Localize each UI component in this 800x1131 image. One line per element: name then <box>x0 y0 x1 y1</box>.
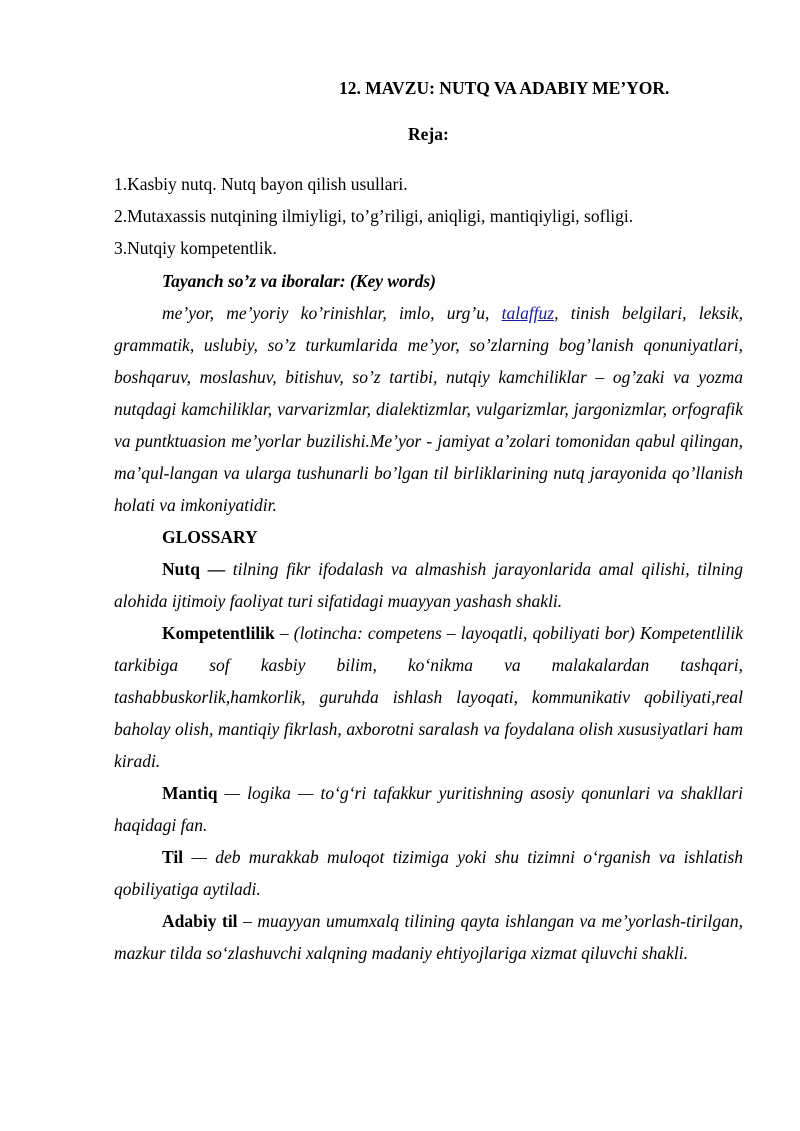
glossary-term: Kompetentlilik <box>162 623 275 643</box>
plan-heading: Reja: <box>408 124 449 144</box>
glossary-entry-adabiy-til <box>114 905 743 969</box>
glossary-term: Mantiq <box>162 783 218 803</box>
keywords-heading: Tayanch so’z va iboralar: (Key words) <box>162 271 437 291</box>
glossary-term: Adabiy til <box>162 911 238 931</box>
glossary-definition: tilning fikr ifodalash va almashish jarayonlarida amal qilishi, tilning alohida ijtimoiy faoliyat turi sifatidagi muayyan yashash shakli. <box>114 559 744 611</box>
glossary-definition: — deb murakkab muloqot tizimiga yoki shu tizimni o‘rganish va ishlatish qobiliyatiga aytiladi. <box>114 847 743 899</box>
plan-list <box>114 168 744 264</box>
glossary-entry-til <box>114 841 743 905</box>
keywords-text-end: , tinish belgilari, leksik, grammatik, uslubiy, so’z turkumlarida me’yor, so’zlarning bog’lanish qonuniyatlari, boshqaruv, moslashuv, bitishuv, so’z tartibi, nutqiy kamchiliklar – og’zaki va yozma nutqdagi kamchiliklar, varvarizmlar, dialektizmlar, vulgarizmlar, jargonizmlar, orfografik va puntktuasion me’yorlar buzilishi.Me’yor - jamiyat a’zolari tomonidan qabul qilingan, ma’qul-langan va ularga tushunarli bo’lgan til birliklarining nutq jarayonida qo’llanish holati va imkoniyatidir. <box>114 303 743 515</box>
glossary-heading: GLOSSARY <box>162 527 258 547</box>
glossary-entry-kompetentlilik <box>114 617 743 777</box>
glossary-entry-mantiq <box>114 777 743 841</box>
keywords-paragraph <box>114 297 743 521</box>
glossary-definition: — logika — to‘g‘ri tafakkur yuritishning asosiy qonunlari va shakllari haqidagi fan. <box>114 783 743 835</box>
page-title-text: 12. MAVZU: NUTQ VA ADABIY ME’YOR. <box>339 78 670 98</box>
glossary-definition: – (lotincha: competens – layoqatli, qobiliyati bor) Kompetentlilik tarkibiga sof kasbiy bilim, ko‘nikma va malakalardan tashqari, tashabbuskorlik,hamkorlik, guruhda ishlash layoqati, kommunikativ qobiliyati,real baholay olish, mantiqiy fikrlash, axborotni saralash va foydalana olish xususiyatlari ham kiradi. <box>114 623 743 771</box>
talaffuz-link[interactable]: talaffuz <box>501 303 555 323</box>
glossary-term: Nutq — <box>162 559 226 579</box>
plan-item: 2.Mutaxassis nutqining ilmiyligi, to’g’riligi, aniqligi, mantiqiyligi, sofligi. <box>114 206 634 226</box>
glossary-term: Til <box>162 847 184 867</box>
plan-item: 3.Nutqiy kompetentlik. <box>114 238 277 258</box>
document-body <box>114 265 743 969</box>
plan-item: 1.Kasbiy nutq. Nutq bayon qilish usullari. <box>114 174 408 194</box>
glossary-definition: – muayyan umumxalq tilining qayta ishlangan va me’yorlash-tirilgan, mazkur tilda so‘zlashuvchi xalqning madaniy ehtiyojlariga xizmat qiluvchi shakli. <box>114 911 743 963</box>
glossary-entry-nutq <box>114 553 743 617</box>
keywords-text-start: me’yor, me’yoriy ko’rinishlar, imlo, urg’u, <box>162 303 502 323</box>
